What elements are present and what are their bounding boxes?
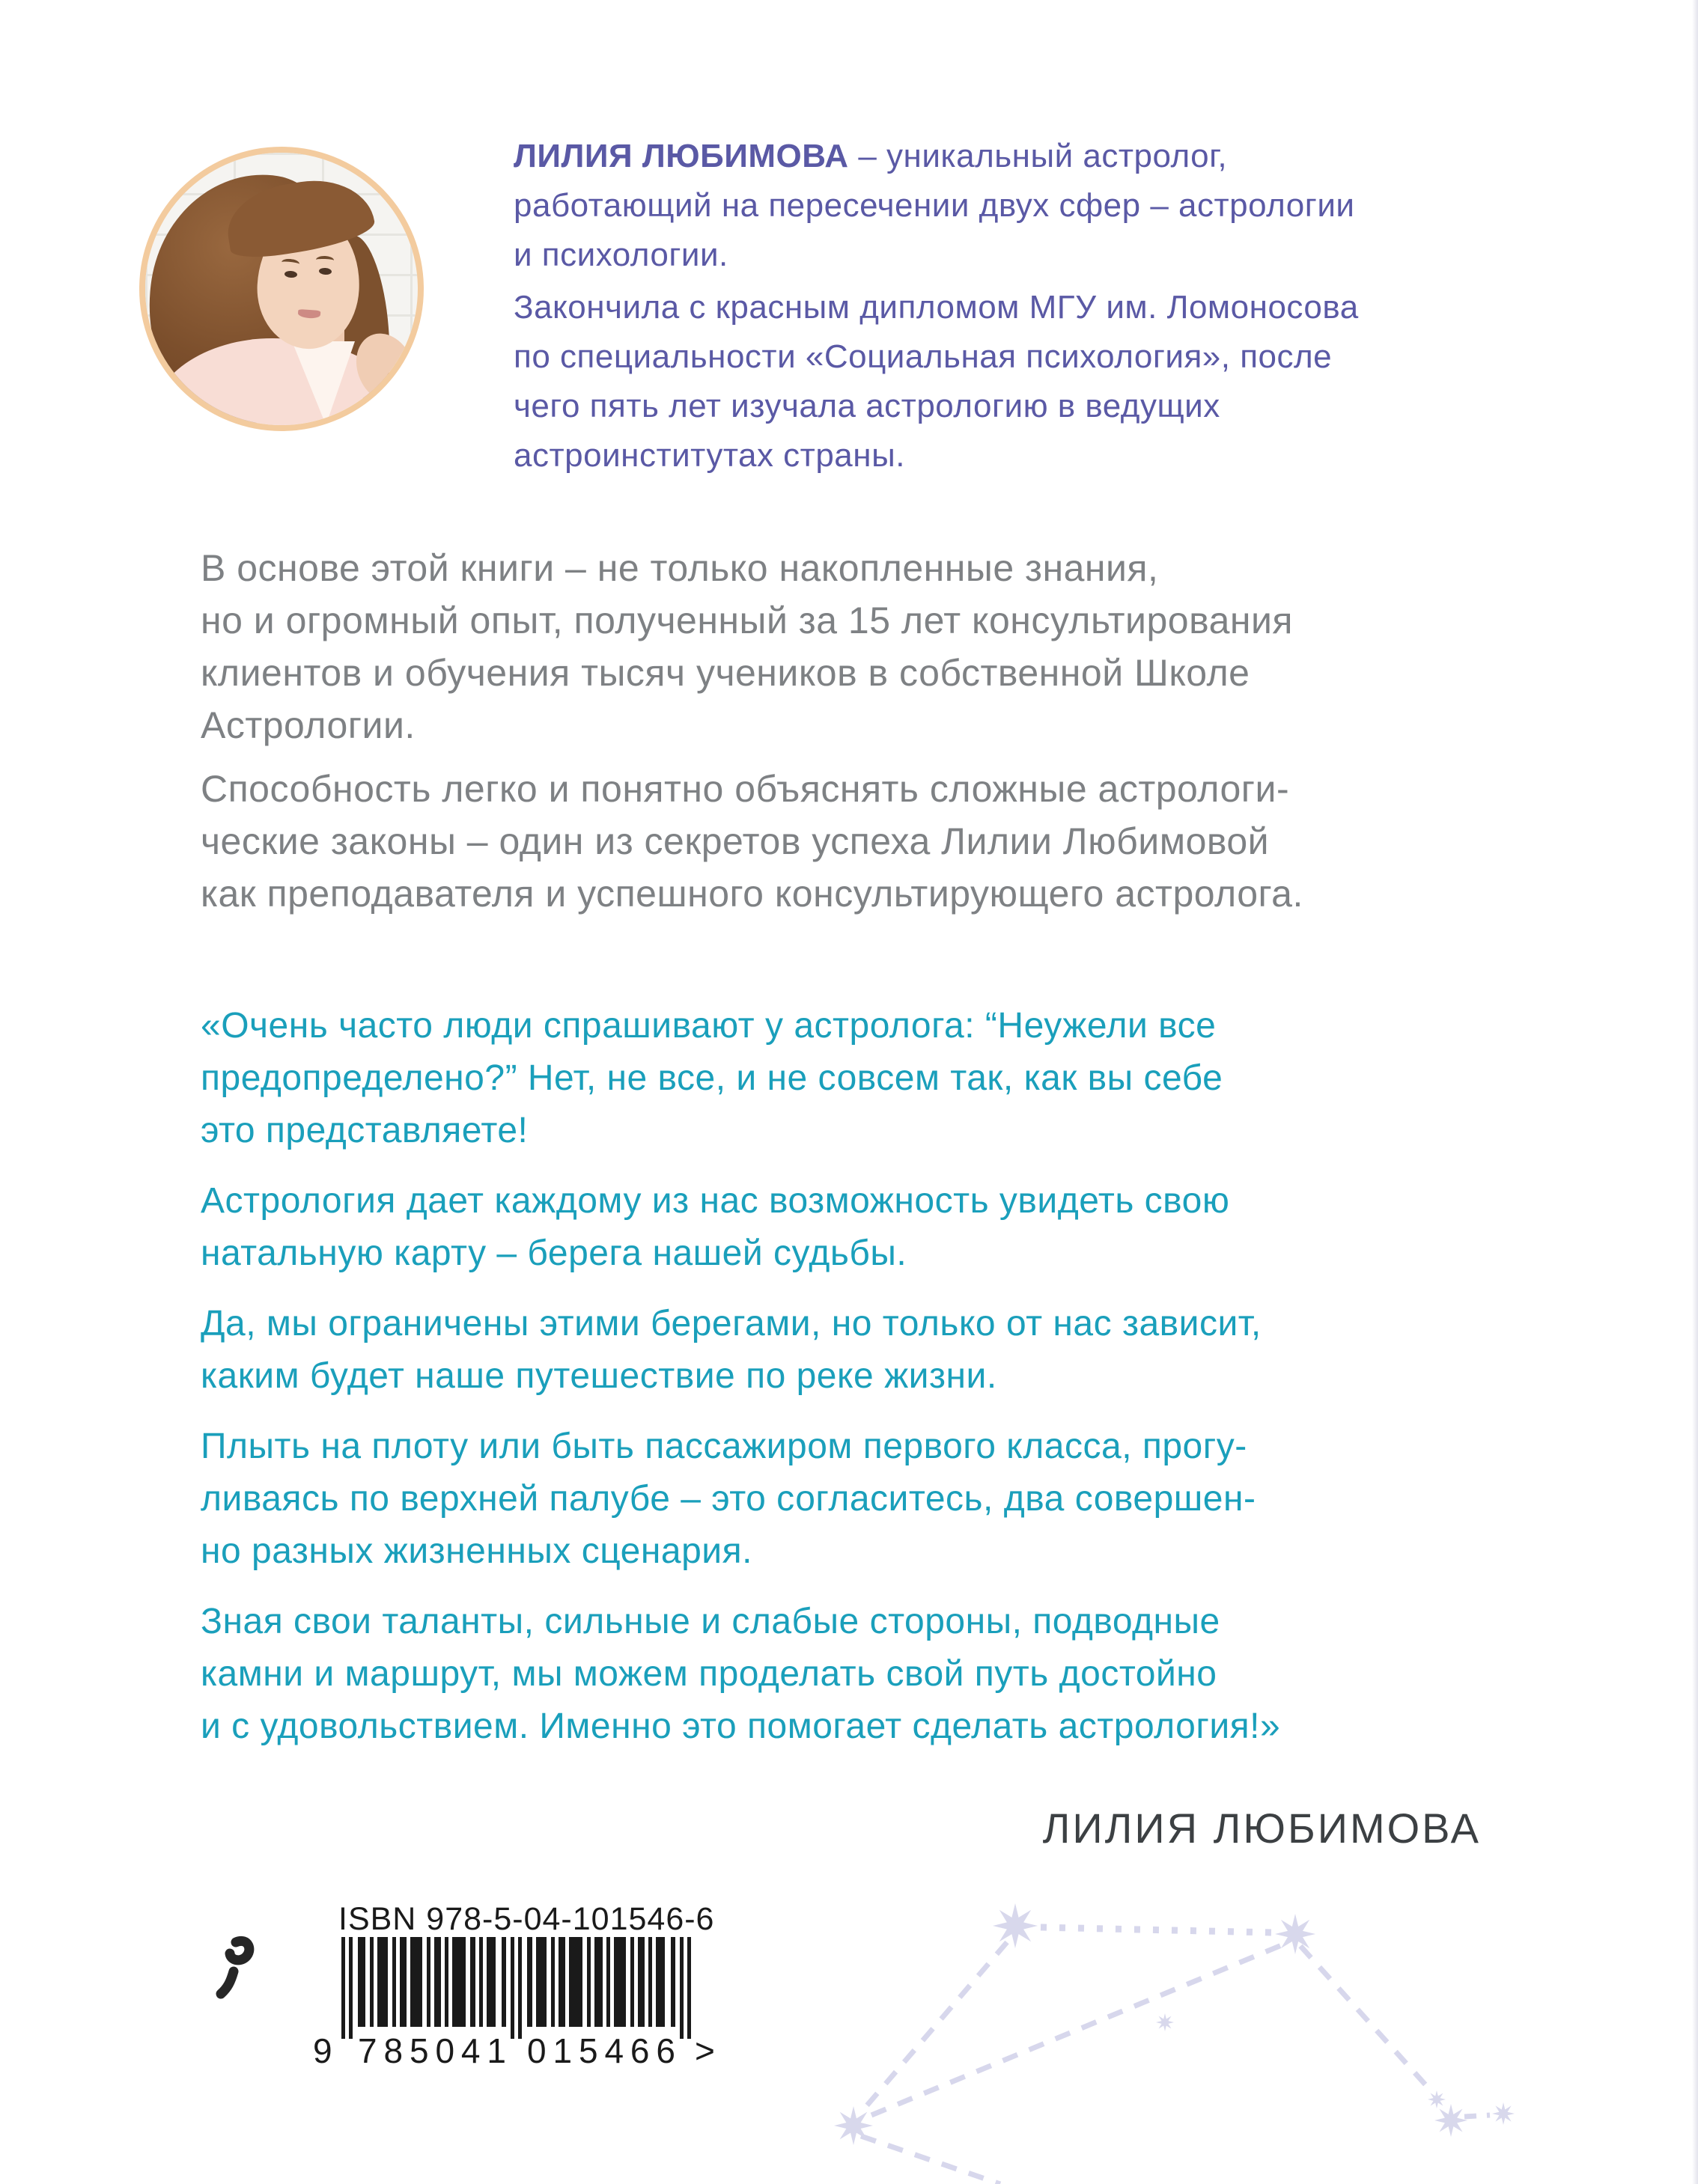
text-line: каким будет наше путешествие по реке жизни. (201, 1356, 997, 1396)
star-icon (1428, 2090, 1446, 2108)
text-line: и психологии. (514, 237, 728, 273)
quote-paragraph-2 (201, 1175, 1280, 1280)
author-quote-block (201, 1000, 1280, 1753)
intro-name-suffix: – уникальный астролог, (848, 138, 1228, 174)
star-icon (1492, 2102, 1515, 2125)
text-line: по специальности «Социальная психология», после (514, 338, 1333, 375)
text-line: Зная свои таланты, сильные и слабые стороны, подводные (201, 1602, 1220, 1641)
quote-paragraph-4 (201, 1421, 1280, 1578)
text-line: но и огромный опыт, полученный за 15 лет консультирования (201, 600, 1293, 641)
text-line: предопределено?” Нет, не все, и не совсем так, как вы себе (201, 1058, 1223, 1098)
constellation-dotted-line (1041, 1927, 1273, 1933)
ean13-barcode (310, 1937, 718, 2090)
intro-paragraph-1 (514, 132, 1359, 280)
star-icon (1275, 1914, 1315, 1954)
text-line: это представляете! (201, 1111, 529, 1150)
text-line: ческие законы – один из секретов успеха Лилии Любимовой (201, 820, 1270, 862)
quote-paragraph-1 (201, 1000, 1280, 1157)
text-line: камни и маршрут, мы можем проделать свой путь достойно (201, 1654, 1217, 1694)
constellation-graphic (779, 1826, 1698, 2184)
text-line: астроинститутах страны. (514, 437, 905, 474)
author-intro-block (514, 132, 1359, 481)
page-edge-shadow (1692, 0, 1698, 2184)
text-line: Закончила с красным дипломом МГУ им. Ломоносова (514, 289, 1359, 326)
constellation-dashed-line (862, 1942, 1007, 2111)
text-line: чего пять лет изучала астрологию в ведущих (514, 388, 1220, 424)
barcode-digits-group1: 785041 (358, 2031, 506, 2070)
star-icon (993, 1903, 1038, 1948)
text-line: Астрология дает каждому из нас возможность увидеть свою (201, 1181, 1230, 1221)
constellation-dashed-line (1300, 1946, 1430, 2090)
isbn-label: ISBN 978-5-04-101546-6 (338, 1901, 715, 1937)
author-signature: ЛИЛИЯ ЛЮБИМОВА (1042, 1805, 1481, 1852)
quote-paragraph-3 (201, 1298, 1280, 1403)
barcode-trailing-char: > (695, 2031, 715, 2070)
star-icon (1156, 2013, 1174, 2031)
barcode-digit-left: 9 (313, 2031, 332, 2070)
constellation-dashed-line (1464, 2115, 1490, 2117)
eksmo-publisher-logo-icon (211, 1933, 255, 2003)
about-paragraph-2 (201, 763, 1303, 920)
barcode-digits-group2: 015466 (527, 2031, 675, 2070)
star-icon (1434, 2104, 1467, 2137)
quote-paragraph-5 (201, 1596, 1280, 1753)
text-line: и с удовольствием. Именно это помогает сделать астрология!» (201, 1706, 1281, 1746)
intro-paragraph-2 (514, 283, 1359, 481)
text-line: Плыть на плоту или быть пассажиром первого класса, прогу- (201, 1427, 1247, 1466)
text-line: как преподавателя и успешного консультирующего астролога. (201, 873, 1303, 915)
text-line: ливаясь по верхней палубе – это согласитесь, два совершен- (201, 1479, 1256, 1519)
text-line: натальную карту – берега нашей судьбы. (201, 1233, 907, 1273)
text-line: Астрологии. (201, 704, 416, 746)
star-icon (834, 2106, 873, 2145)
text-line: клиентов и обучения тысяч учеников в собственной Школе (201, 652, 1250, 694)
author-name: ЛИЛИЯ ЛЮБИМОВА (514, 138, 849, 174)
about-paragraph-1 (201, 542, 1303, 751)
about-book-block (201, 542, 1303, 920)
text-line: Способность легко и понятно объяснять сложные астрологи- (201, 768, 1290, 810)
text-line: работающий на пересечении двух сфер – астрологии (514, 187, 1355, 224)
text-line: Да, мы ограничены этими берегами, но только от нас зависит, (201, 1304, 1262, 1343)
author-photo (139, 147, 424, 431)
text-line (514, 132, 1359, 181)
text-line: «Очень часто люди спрашивают у астролога: “Неужели все (201, 1006, 1217, 1046)
text-line: но разных жизненных сценария. (201, 1531, 752, 1571)
text-line: В основе этой книги – не только накопленные знания, (201, 547, 1159, 589)
barcode-bars (341, 1937, 691, 2039)
constellation-dashed-line (861, 2136, 1000, 2184)
